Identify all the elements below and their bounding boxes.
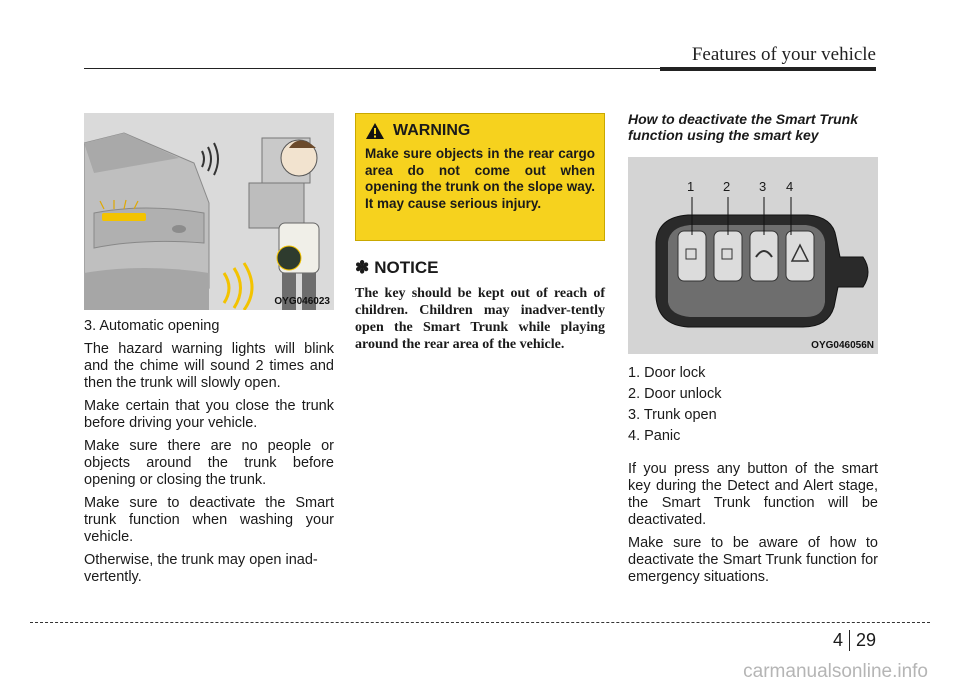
section-subtitle: How to deactivate the Smart Trunk function using the smart key [628, 111, 859, 143]
warning-text: Make sure objects in the rear cargo area do not come out when opening the trunk on the slope way. It may cause serious injury. [365, 146, 595, 211]
list-item: 3. Trunk open [628, 407, 717, 423]
figure-code: OYG046056N [811, 340, 874, 351]
warning-box [355, 113, 605, 241]
notice-symbol-icon: ✽ [355, 258, 370, 277]
left-paragraph-1: The hazard warning lights will blink and the chime will sound 2 times and then the trunk will slowly open. [84, 341, 334, 391]
notice-heading [355, 258, 438, 278]
trunk-illustration-drawing [84, 113, 334, 310]
left-paragraph-3: Make sure there are no people or objects around the trunk before opening or closing the trunk. [84, 438, 334, 488]
list-item: 2. Door unlock [628, 386, 722, 402]
page-number [833, 630, 876, 651]
notice-text: The key should be kept out of reach of children. Children may inadver-tently open the Smart Trunk while playing around the rear area of the vehicle. [355, 286, 605, 352]
header-rule-accent [660, 67, 876, 71]
page-header-title: Features of your vehicle [691, 44, 876, 65]
door-unlock-button [714, 231, 742, 281]
trunk-open-button [750, 231, 778, 281]
smart-key-illustration [628, 157, 878, 354]
door-lock-button [678, 231, 706, 281]
key-number-4: 4 [786, 179, 794, 194]
footer-rule [30, 622, 930, 623]
left-column [84, 318, 334, 592]
trunk-illustration [84, 113, 334, 310]
smart-key-drawing [628, 157, 878, 354]
left-paragraph-5: Otherwise, the trunk may open inad-vertently. [84, 552, 318, 585]
right-paragraph-2: Make sure to be aware of how to deactivate the Smart Trunk function for emergency situations. [628, 535, 878, 585]
right-paragraph-1: If you press any button of the smart key during the Detect and Alert stage, the Smart Trunk function will be deactivated. [628, 461, 878, 528]
panic-button [786, 231, 814, 281]
key-number-2: 2 [723, 179, 731, 194]
section-number: 4 [833, 630, 850, 651]
figure-code: OYG046023 [274, 296, 330, 307]
key-number-3: 3 [759, 179, 767, 194]
notice-title: NOTICE [374, 258, 439, 277]
warning-title: WARNING [393, 122, 471, 139]
page-number-value: 29 [855, 630, 876, 650]
list-item: 4. Panic [628, 428, 681, 444]
left-paragraph-2: Make certain that you close the trunk before driving your vehicle. [84, 398, 334, 431]
watermark: carmanualsonline.info [743, 661, 928, 682]
warning-icon [365, 122, 385, 140]
warning-header [365, 122, 595, 140]
key-number-1: 1 [687, 179, 695, 194]
left-paragraph-4: Make sure to deactivate the Smart trunk function when washing your vehicle. [84, 495, 334, 545]
list-item: 1. Door lock [628, 365, 706, 381]
left-heading: 3. Automatic opening [84, 318, 220, 334]
right-column [628, 365, 878, 592]
